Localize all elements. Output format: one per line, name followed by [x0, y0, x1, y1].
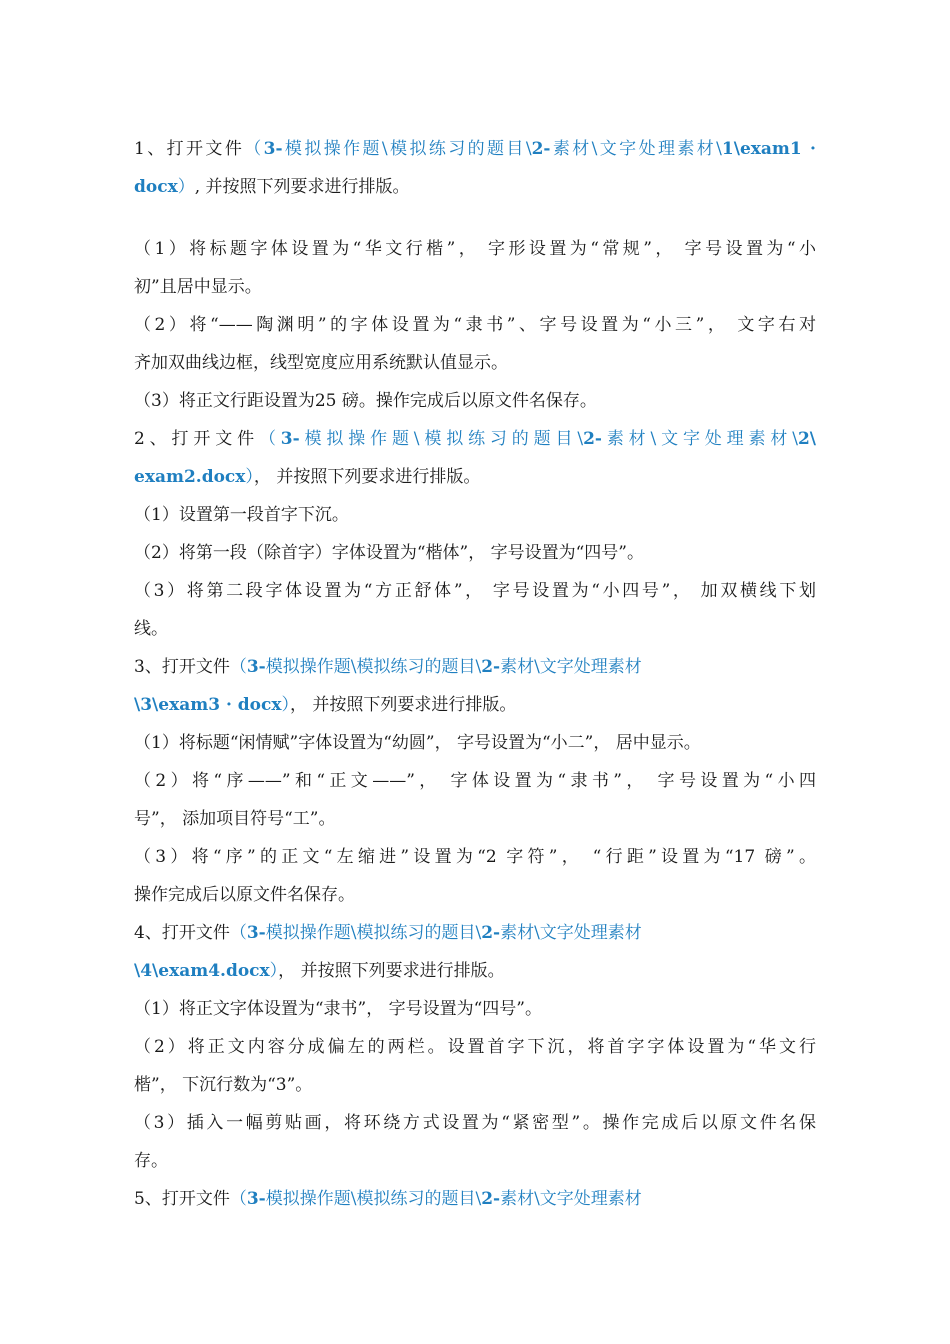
line-text: 5、打开文件: [134, 1189, 230, 1209]
line-text: 2、打开文件: [134, 429, 259, 449]
line-text: , 并按照下列要求进行排版。: [194, 177, 410, 197]
task-3-line-1: [134, 648, 816, 686]
task-1-step-3: （3）将正文行距设置为25 磅。操作完成后以原文件名保存。: [134, 391, 597, 411]
task-4-step-3b: 存。: [134, 1151, 168, 1171]
task-2-step-3b: 线。: [134, 619, 168, 639]
line-text: 1、打开文件: [134, 139, 245, 159]
task-4-step-2a: （2）将正文内容分成偏左的两栏。设置首字下沉，将首字字体设置为“华文行: [134, 1037, 816, 1057]
task-3-step-1: （1）将标题“闲情赋”字体设置为“幼圆”， 字号设置为“小二”， 居中显示。: [134, 733, 701, 753]
task-2-line-2: [134, 458, 816, 496]
task-3-step-2b: 号”， 添加项目符号“工”。: [134, 809, 336, 829]
file-path: （3-模拟操作题\模拟练习的题目\2-素材\文字处理素材: [229, 1189, 642, 1209]
file-path: （3-模拟操作题\模拟练习的题目\2-素材\文字处理素材\1\exam1 ·: [244, 139, 816, 159]
file-path: \4\exam4.docx）: [134, 961, 279, 981]
task-3-step-3a: （3）将“序”的正文“左缩进”设置为“2 字符”， “行距”设置为“17 磅”。: [134, 847, 816, 867]
task-1-step-2a: （2）将“——陶渊明”的字体设置为“隶书”、字号设置为“小三”， 文字右对: [134, 315, 816, 335]
task-2-line-1: [134, 420, 816, 458]
task-4-step-2b: 楷”， 下沉行数为“3”。: [134, 1075, 313, 1095]
file-path: （3-模拟操作题\模拟练习的题目\2-素材\文字处理素材: [229, 923, 642, 943]
file-path: （3-模拟操作题\模拟练习的题目\2-素材\文字处理素材\2\: [258, 429, 816, 449]
task-4-step-3a: （3）插入一幅剪贴画，将环绕方式设置为“紧密型”。操作完成后以原文件名保: [134, 1113, 816, 1133]
task-3-step-2a: （2）将“序——”和“正文——”， 字体设置为“隶书”， 字号设置为“小四: [134, 771, 816, 791]
task-1-step-2b: 齐加双曲线边框，线型宽度应用系统默认值显示。: [134, 353, 508, 373]
line-text: ， 并按照下列要求进行排版。: [253, 467, 481, 487]
line-text: ， 并按照下列要求进行排版。: [290, 695, 517, 715]
task-5-line-1: [134, 1180, 816, 1218]
task-2-step-3a: （3）将第二段字体设置为“方正舒体”， 字号设置为“小四号”， 加双横线下划: [134, 581, 816, 601]
task-3-step-3b: 操作完成后以原文件名保存。: [134, 885, 355, 905]
task-1-step-1b: 初”且居中显示。: [134, 277, 262, 297]
line-text: 4、打开文件: [134, 923, 230, 943]
task-4-line-2: [134, 952, 816, 990]
task-2-step-1: （1）设置第一段首字下沉。: [134, 505, 349, 525]
task-1-line-2: [134, 168, 816, 206]
task-1-step-1a: （1）将标题字体设置为“华文行楷”， 字形设置为“常规”， 字号设置为“小: [134, 239, 816, 259]
task-2-step-2: （2）将第一段（除首字）字体设置为“楷体”， 字号设置为“四号”。: [134, 543, 644, 563]
line-text: 3、打开文件: [134, 657, 230, 677]
file-path: exam2.docx）: [134, 467, 254, 487]
task-4-line-1: [134, 914, 816, 952]
file-path: （3-模拟操作题\模拟练习的题目\2-素材\文字处理素材: [229, 657, 642, 677]
task-3-line-2: [134, 686, 816, 724]
task-1-line-1: [134, 130, 816, 168]
line-text: ， 并按照下列要求进行排版。: [278, 961, 505, 981]
task-4-step-1: （1）将正文字体设置为“隶书”， 字号设置为“四号”。: [134, 999, 542, 1019]
file-path: docx）: [134, 177, 195, 197]
file-path: \3\exam3 · docx）: [134, 695, 290, 715]
